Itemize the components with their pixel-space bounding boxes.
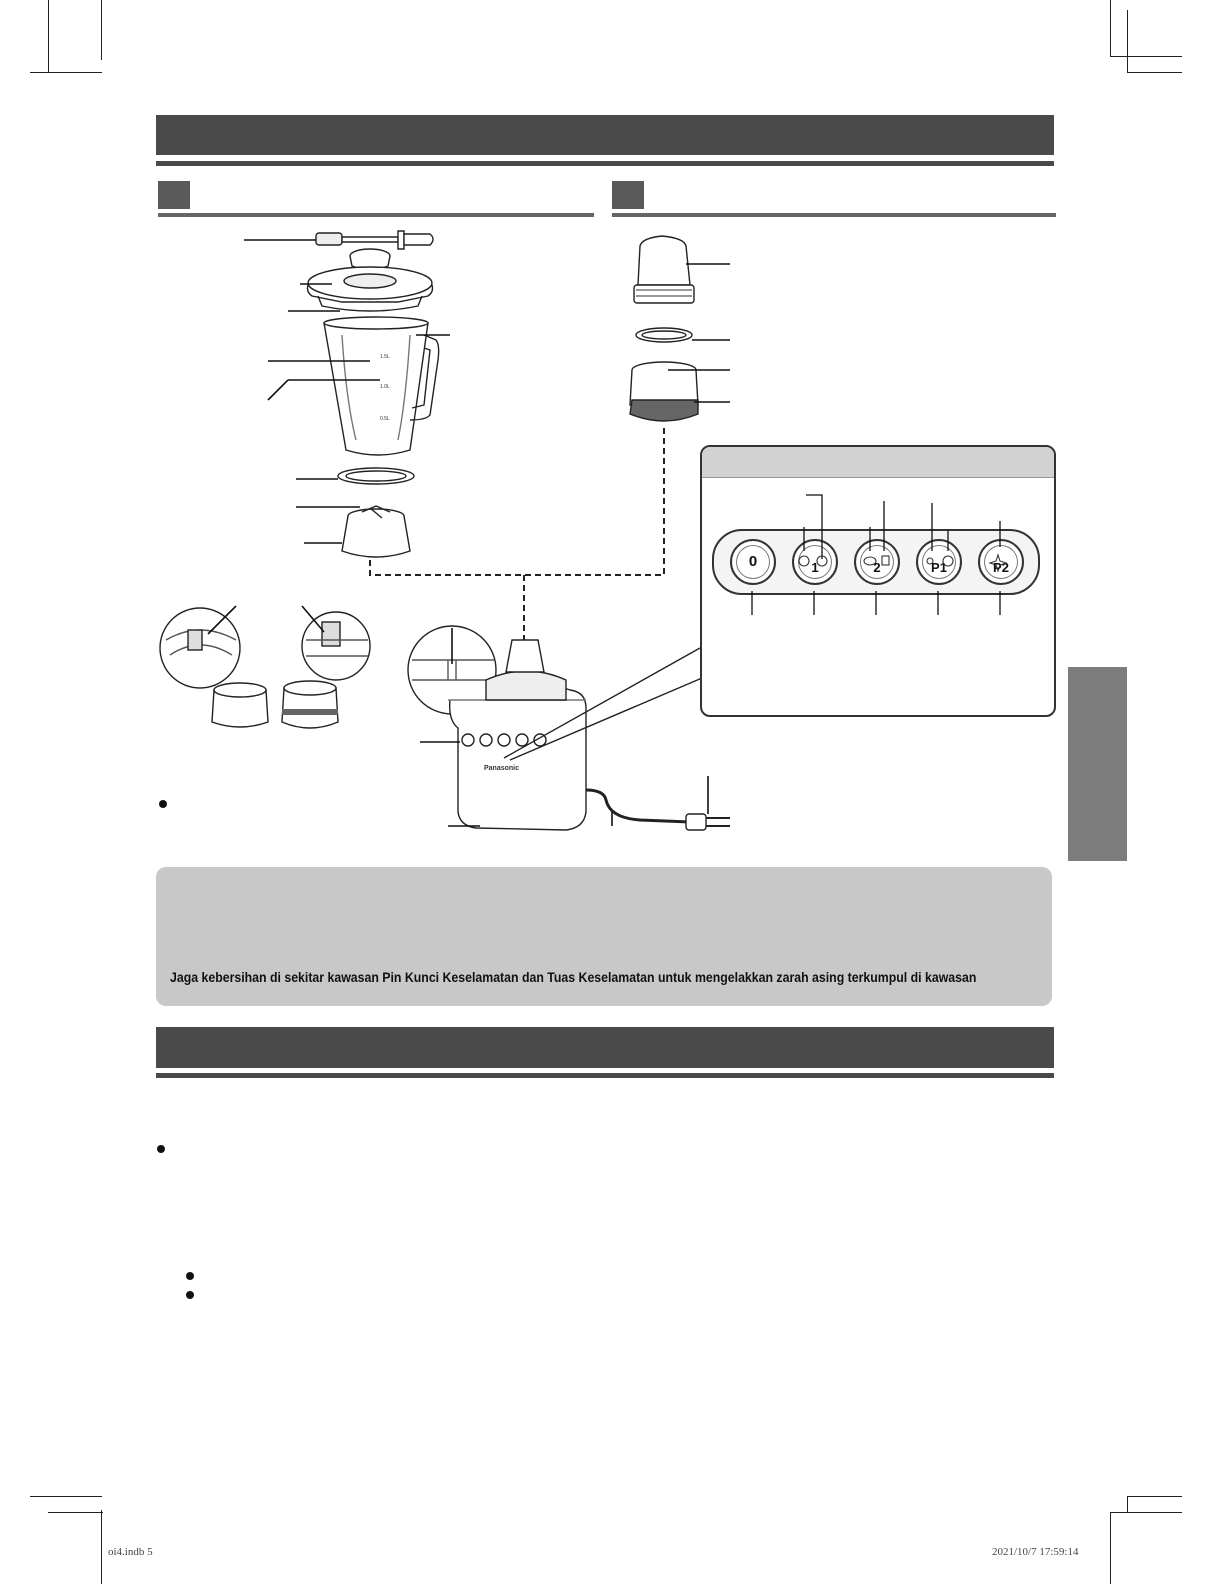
jug-mark-low: 0.5L — [380, 416, 390, 422]
button-speed-2-label: 2 — [873, 560, 881, 575]
mill-container-illustration — [634, 236, 694, 303]
side-tab — [1068, 667, 1127, 861]
button-program-2-label: P2 — [993, 560, 1009, 575]
button-off-label: 0 — [748, 553, 758, 570]
brand-logo: Panasonic — [484, 765, 520, 772]
section-header-bar-bottom — [156, 1027, 1054, 1068]
blade-unit-illustration — [342, 506, 410, 557]
smoothie-icon — [864, 557, 876, 565]
section-header-rule-bottom — [156, 1073, 1054, 1078]
bullet-2 — [157, 1145, 165, 1153]
bullet-4 — [186, 1291, 194, 1299]
footer-timestamp: 2021/10/7 17:59:14 — [992, 1546, 1079, 1558]
note-box — [156, 867, 1052, 1006]
motor-base-illustration — [408, 626, 730, 830]
bullet-1 — [159, 800, 167, 808]
jug-mark-mid: 1.0L — [380, 384, 390, 390]
control-panel-callout — [700, 445, 1056, 717]
tamper-illustration — [316, 231, 433, 249]
cup-icon — [882, 556, 889, 565]
fruit-icon — [927, 558, 933, 564]
button-speed-1-label: 1 — [811, 560, 819, 575]
bullet-3 — [186, 1272, 194, 1280]
jug-mark-top: 1.5L — [380, 354, 390, 360]
icise-icon — [799, 556, 809, 566]
note-text: Jaga kebersihan di sekitar kawasan Pin Kunci Keselamatan dan Tuas Keselamatan untuk mengelakkan zarah asing terkumpul di kawasan — [170, 969, 977, 985]
button-program-1-label: P1 — [931, 560, 947, 575]
clean-sparkle-icon — [990, 555, 1006, 571]
control-panel-leaders — [702, 447, 1054, 715]
footer-file: oi4.indb 5 — [108, 1546, 153, 1558]
vegetable-icon — [943, 556, 953, 566]
mill-blade-illustration — [630, 362, 698, 421]
